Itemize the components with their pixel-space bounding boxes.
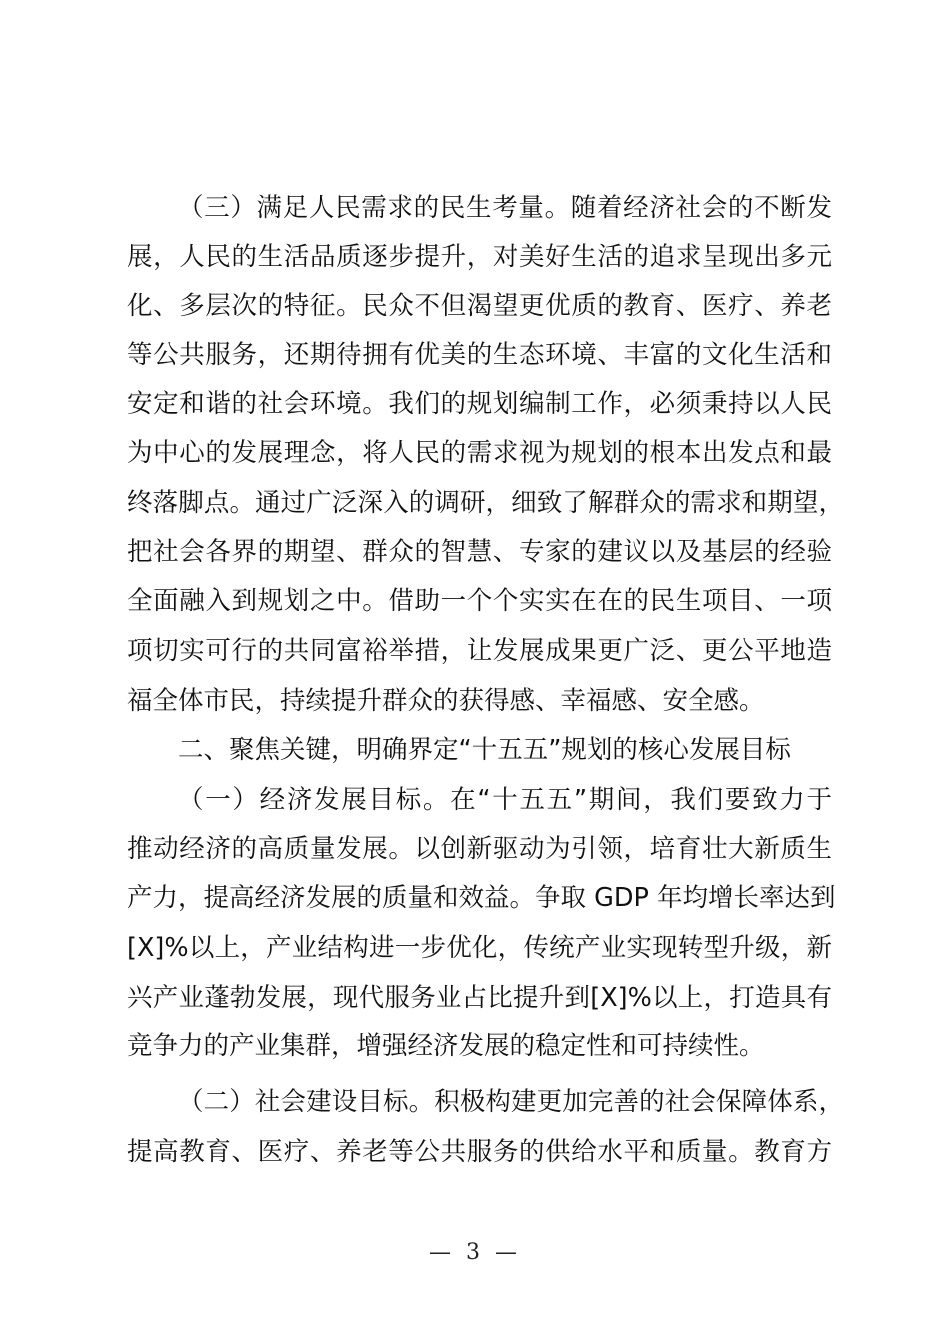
paragraph-line: 推动经济的高质量发展。以创新驱动为引领，培育壮大新质生	[127, 834, 832, 864]
paragraph-line: 兴产业蓬勃发展，现代服务业占比提升到[X]%以上，打造具有	[127, 983, 832, 1013]
paragraph-line: 等公共服务，还期待拥有优美的生态环境、丰富的文化生活和	[127, 340, 832, 370]
paragraph-line: 为中心的发展理念，将人民的需求视为规划的根本出发点和最	[127, 438, 832, 468]
paragraph-line: 化、多层次的特征。民众不但渴望更优质的教育、医疗、养老	[127, 291, 832, 321]
paragraph-line: 全面融入到规划之中。借助一个个实实在在的民生项目、一项	[127, 586, 832, 616]
paragraph-line: （一）经济发展目标。在“十五五”期间，我们要致力于	[178, 785, 832, 815]
page-number: — 3 —	[429, 1240, 521, 1265]
paragraph-line: [X]%以上，产业结构进一步优化，传统产业实现转型升级，新	[127, 933, 832, 963]
paragraph-line: 福全体市民，持续提升群众的获得感、幸福感、安全感。	[127, 686, 765, 716]
paragraph-line: 把社会各界的期望、群众的智慧、专家的建议以及基层的经验	[127, 537, 832, 567]
paragraph-line: 竞争力的产业集群，增强经济发展的稳定性和可持续性。	[127, 1031, 765, 1061]
paragraph-line: 产力，提高经济发展的质量和效益。争取 GDP 年均增长率达到	[127, 883, 836, 913]
paragraph-line: 展，人民的生活品质逐步提升，对美好生活的追求呈现出多元	[127, 242, 832, 272]
paragraph-line: 提高教育、医疗、养老等公共服务的供给水平和质量。教育方	[127, 1137, 832, 1167]
paragraph-line: （二）社会建设目标。积极构建更加完善的社会保障体系，	[178, 1087, 844, 1117]
paragraph-line: 项切实可行的共同富裕举措，让发展成果更广泛、更公平地造	[127, 636, 832, 666]
paragraph-line: （三）满足人民需求的民生考量。随着经济社会的不断发	[178, 193, 832, 223]
paragraph-line: 安定和谐的社会环境。我们的规划编制工作，必须秉持以人民	[127, 389, 832, 419]
section-heading: 二、聚焦关键，明确界定“十五五”规划的核心发展目标	[178, 735, 791, 765]
paragraph-line: 终落脚点。通过广泛深入的调研，细致了解群众的需求和期望，	[127, 488, 844, 518]
